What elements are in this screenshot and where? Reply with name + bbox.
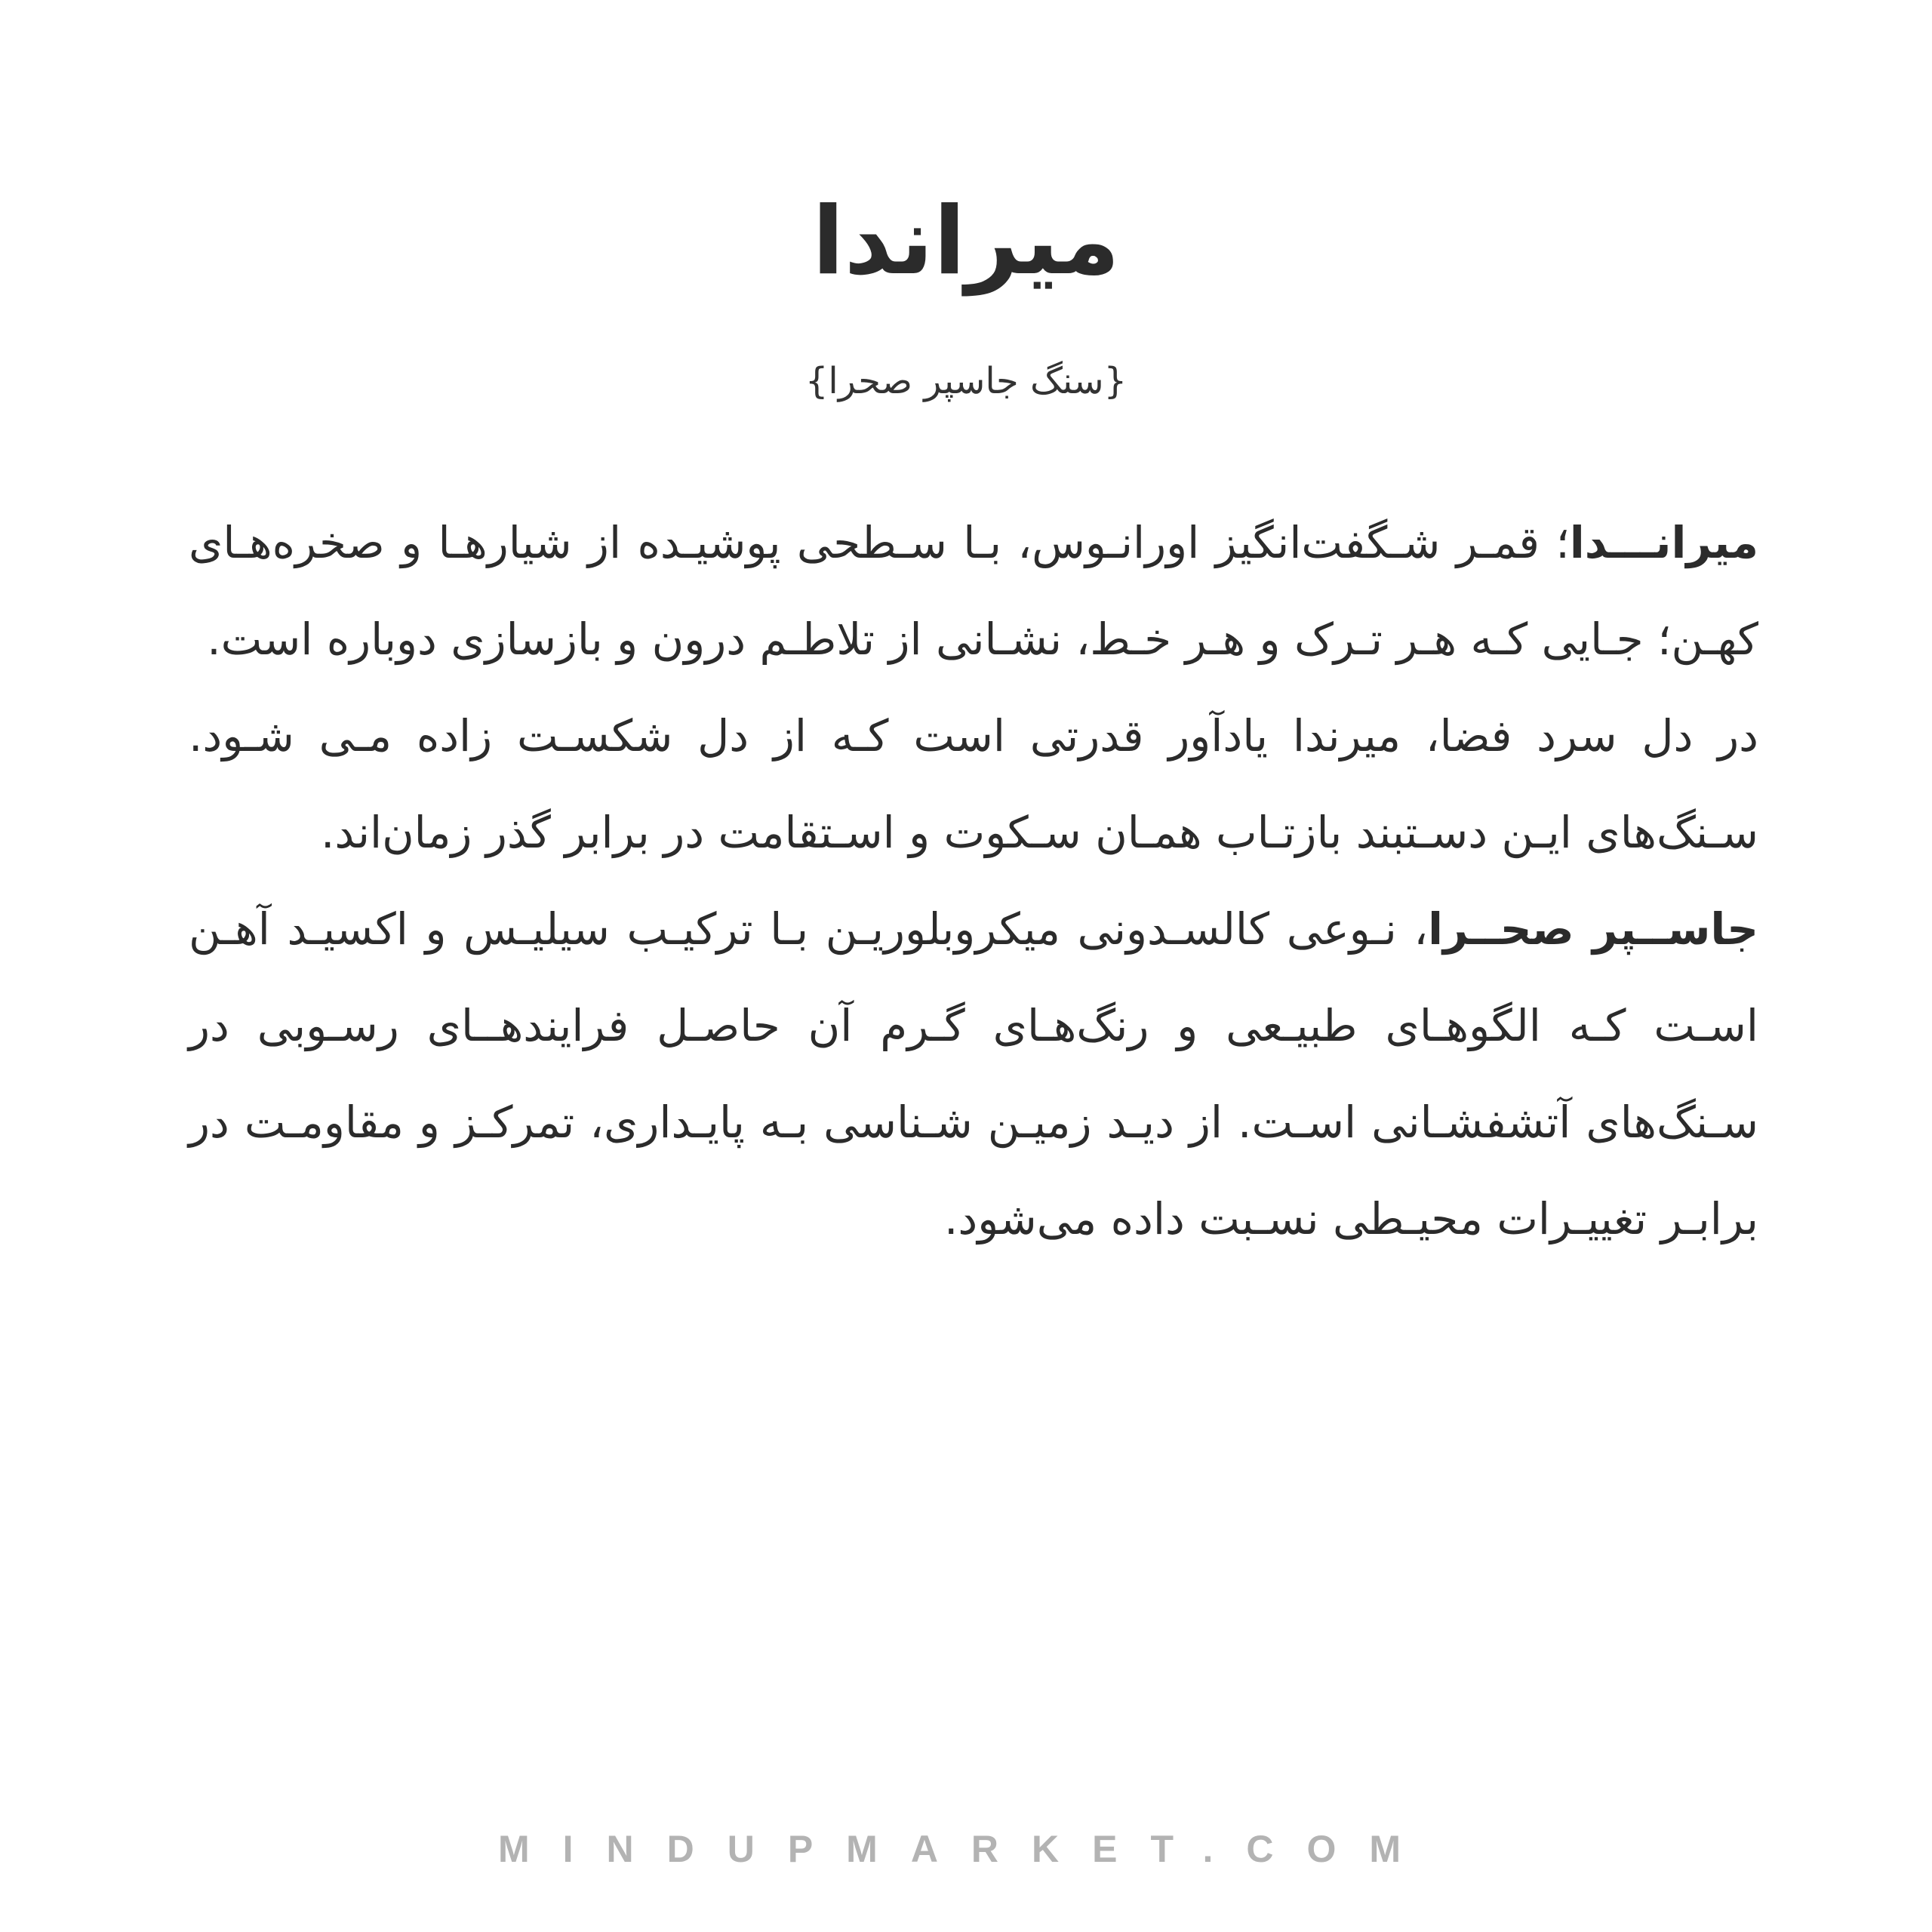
paragraph-text: در دل سرد فضا، میرندا یادآور قدرتی است کـه از دل شکسـت زاده مـی شـود. سـنگ‌های ایـن دسـتبند بازتـاب همـان سـکوت و اسـتقامت در برابر گذر زمان‌اند. bbox=[189, 710, 1758, 858]
body-text bbox=[189, 494, 1758, 1267]
paragraph-lead: میرانـــدا bbox=[1569, 517, 1758, 568]
footer-website: MINDUPMARKET.COM bbox=[497, 1828, 1435, 1870]
page-title: میراندا bbox=[812, 187, 1120, 296]
page-subtitle: {سنگ جاسپر صحرا} bbox=[804, 360, 1128, 402]
paragraph-miranda bbox=[189, 494, 1758, 688]
paragraph-text: ؛ قمـر شـگفت‌انگیز اورانـوس، بـا سـطحی پوشیـده از شیارهـا و صخره‌هـای کهـن؛ جـایی کـه هـر تـرک و هـر خـط، نشـانی از تلاطـم درون و بازسازی دوباره است. bbox=[189, 517, 1758, 665]
paragraph-space bbox=[189, 688, 1758, 881]
paragraph-lead: جاســپر صحــرا bbox=[1428, 903, 1759, 955]
paragraph-text: ، نـوعی کالسـدونی میکروبلوریـن بـا ترکیـب سیلیـس و اکسیـد آهـن اسـت کـه الگوهـای طبیـعی و رنگ‌هـای گـرم آن حاصـل فرایندهــای رسـوبی در سـنگ‌های آتشفشـانی اسـت. از دیـد زمیـن شـناسی بـه پایـداری، تمرکـز و مقاومـت در برابـر تغییـرات محیـطی نسـبت داده می‌شود. bbox=[189, 903, 1758, 1244]
paragraph-jasper bbox=[189, 881, 1758, 1267]
